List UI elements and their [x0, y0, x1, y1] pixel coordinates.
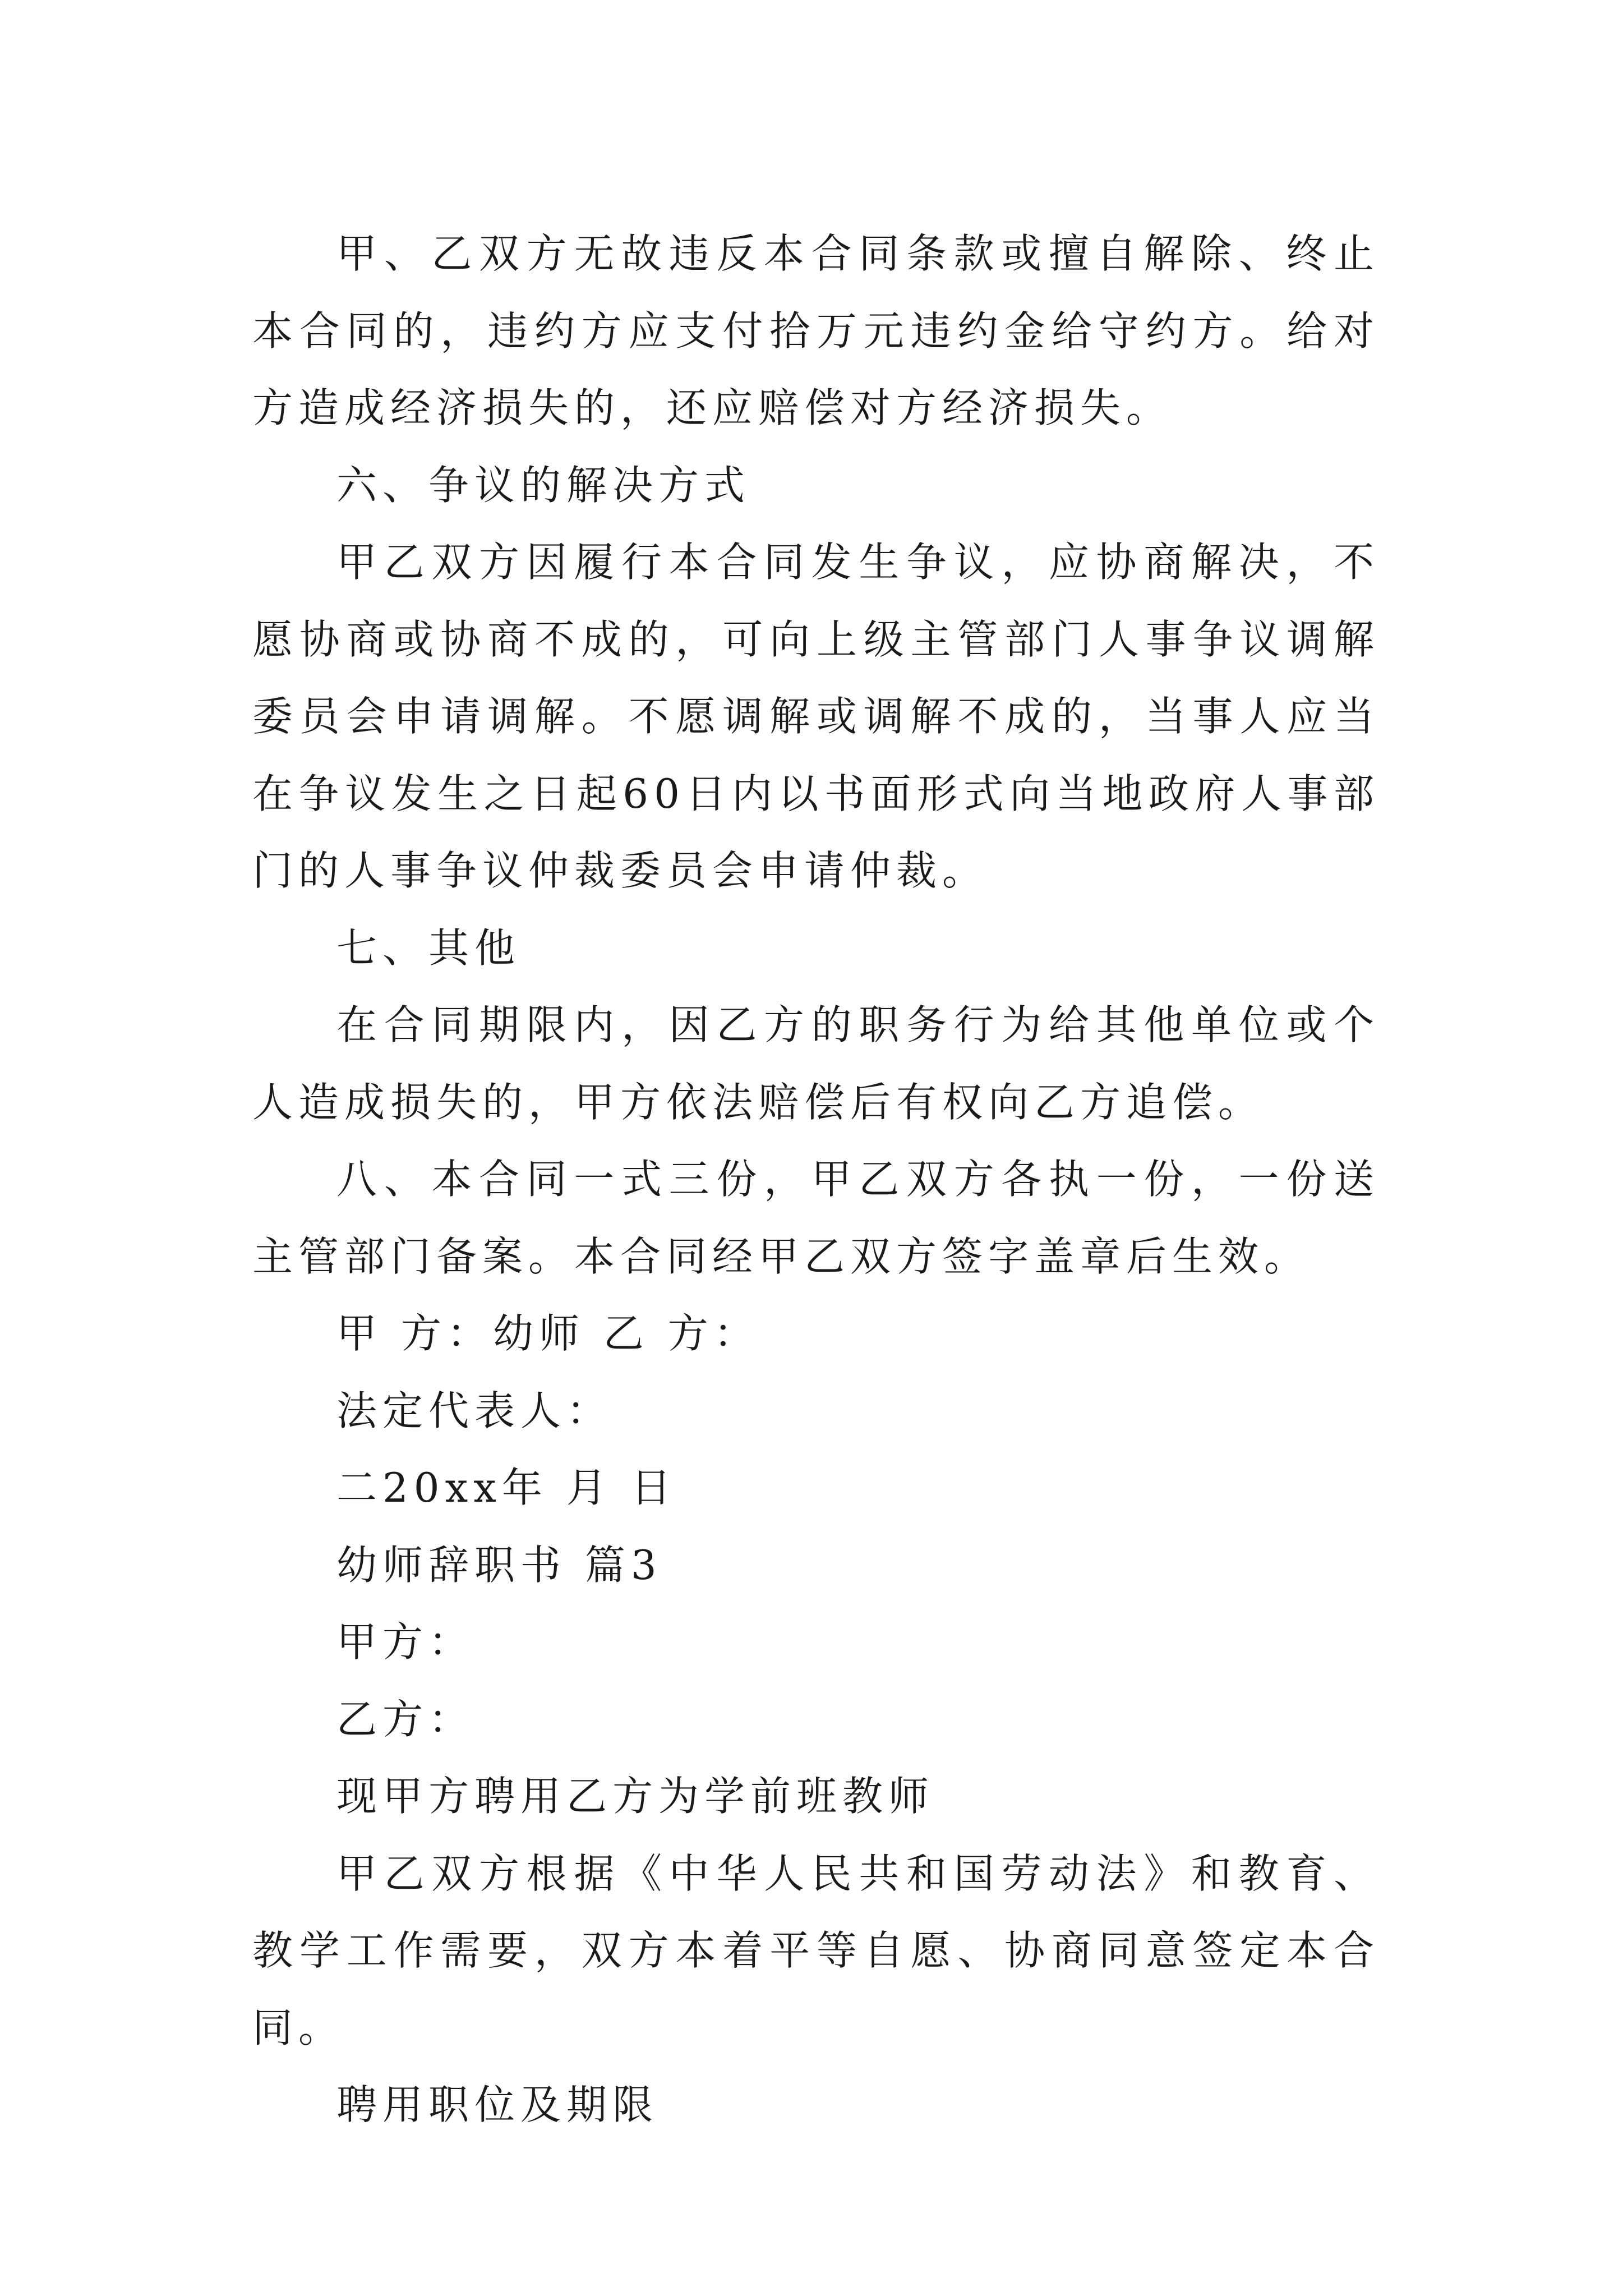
paragraph-copies: 八、本合同一式三份，甲乙双方各执一份，一份送主管部门备案。本合同经甲乙双方签字盖章后生效。	[252, 1156, 1380, 1280]
signature-parties: 甲 方：幼师 乙 方：	[336, 1310, 760, 1357]
signature-legal-representative: 法定代表人：	[336, 1387, 613, 1434]
paragraph-breach-penalty: 甲、乙双方无故违反本合同条款或擅自解除、终止本合同的，违约方应支付拾万元违约金给守约方。给对方造成经济损失的，还应赔偿对方经济损失。	[252, 230, 1380, 431]
heading-position-term: 聘用职位及期限	[336, 2081, 659, 2128]
signature-date: 二20xx年 月 日	[336, 1464, 677, 1511]
paragraph-other: 在合同期限内，因乙方的职务行为给其他单位或个人造成损失的，甲方依法赔偿后有权向乙方追偿。	[252, 1001, 1380, 1126]
paragraph-legal-basis: 甲乙双方根据《中华人民共和国劳动法》和教育、教学工作需要，双方本着平等自愿、协商同意签定本合同。	[252, 1849, 1380, 2051]
document-body	[252, 215, 1380, 2144]
paragraph-employment: 现甲方聘用乙方为学前班教师	[336, 1773, 935, 1820]
paragraph-dispute-resolution: 甲乙双方因履行本合同发生争议，应协商解决，不愿协商或协商不成的，可向上级主管部门人事争议调解委员会申请调解。不愿调解或调解不成的，当事人应当在争议发生之日起60日内以书面形式向当地政府人事部门的人事争议仲裁委员会申请仲裁。	[252, 539, 1380, 894]
heading-other: 七、其他	[336, 924, 521, 972]
party-a-line: 甲方：	[336, 1618, 475, 1665]
section-title: 幼师辞职书 篇3	[336, 1541, 662, 1589]
party-b-line: 乙方：	[336, 1695, 475, 1743]
heading-dispute-resolution: 六、争议的解决方式	[336, 461, 751, 509]
